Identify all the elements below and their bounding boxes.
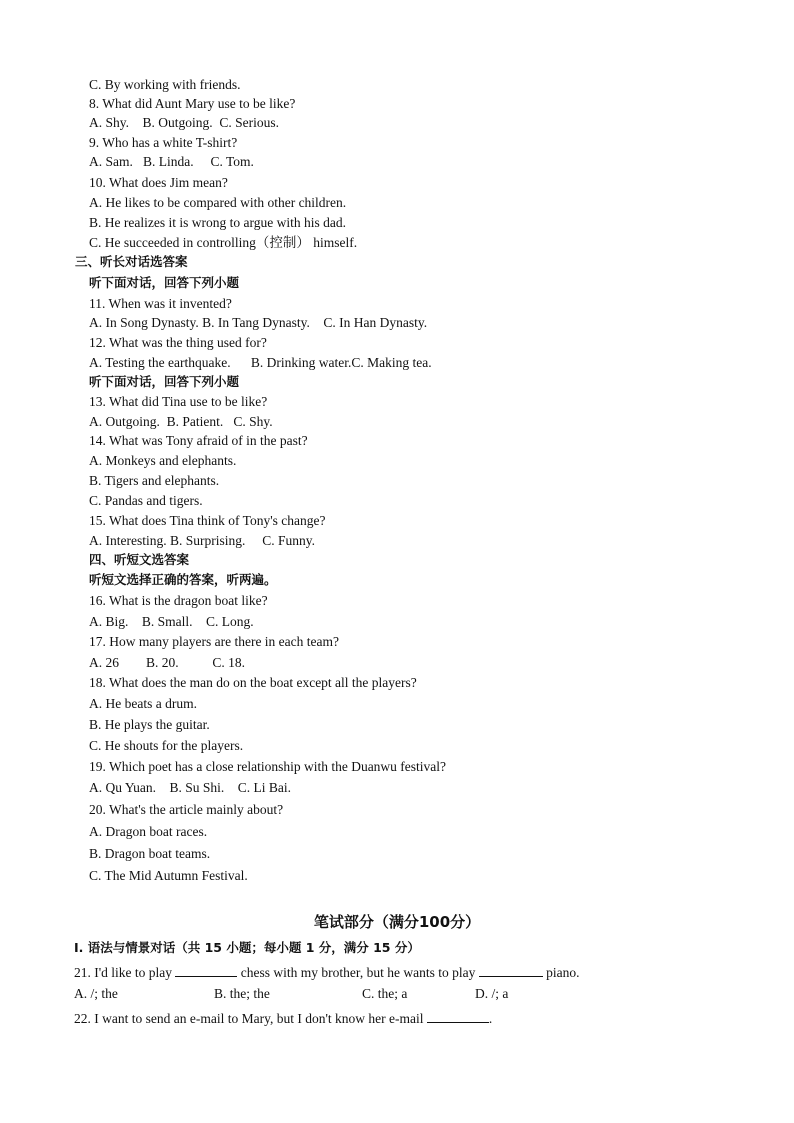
question-21-option-c: C. the; a — [362, 986, 408, 1001]
question-19-options: A. Qu Yuan. B. Su Shi. C. Li Bai. — [89, 780, 292, 795]
question-14-option-b: B. Tigers and elephants. — [89, 473, 220, 488]
question-17: 17. How many players are there in each team? — [89, 634, 340, 649]
section-3-instruction-2: 听下面对话，回答下列小题 — [89, 374, 240, 389]
question-21-text-2: chess with my brother, but he wants to play — [237, 965, 479, 980]
question-14-option-c: C. Pandas and tigers. — [89, 493, 203, 508]
question-15: 15. What does Tina think of Tony's change? — [89, 513, 326, 528]
question-13-options: A. Outgoing. B. Patient. C. Shy. — [89, 414, 273, 429]
question-17-options: A. 26 B. 20. C. 18. — [89, 655, 246, 670]
answer-blank — [427, 1008, 489, 1023]
question-21-text-3: piano. — [542, 965, 580, 980]
question-12: 12. What was the thing used for? — [89, 335, 267, 350]
question-21 — [74, 962, 579, 982]
question-20: 20. What's the article mainly about? — [89, 802, 284, 817]
answer-blank — [175, 962, 237, 977]
question-13: 13. What did Tina use to be like? — [89, 394, 268, 409]
question-20-option-c: C. The Mid Autumn Festival. — [89, 868, 248, 883]
question-8: 8. What did Aunt Mary use to be like? — [89, 96, 296, 111]
question-18-option-a: A. He beats a drum. — [89, 696, 197, 711]
question-18-option-c: C. He shouts for the players. — [89, 738, 244, 753]
section-4-instruction: 听短文选择正确的答案，听两遍。 — [89, 572, 277, 587]
question-10: 10. What does Jim mean? — [89, 175, 228, 190]
question-19: 19. Which poet has a close relationship with the Duanwu festival? — [89, 759, 447, 774]
question-11: 11. When was it invented? — [89, 296, 232, 311]
question-10-option-c: C. He succeeded in controlling（控制） himself. — [89, 235, 358, 250]
question-18: 18. What does the man do on the boat except all the players? — [89, 675, 417, 690]
answer-blank — [479, 962, 543, 977]
written-part-title: 笔试部分（满分100分） — [313, 913, 481, 931]
question-15-options: A. Interesting. B. Surprising. C. Funny. — [89, 533, 315, 548]
question-9-options: A. Sam. B. Linda. C. Tom. — [89, 154, 254, 169]
section-4-heading: 四、听短文选答案 — [89, 552, 190, 567]
question-18-option-b: B. He plays the guitar. — [89, 717, 210, 732]
section-3-heading: 三、听长对话选答案 — [75, 254, 188, 269]
question-21-options — [74, 985, 508, 1003]
question-22-text-2: . — [488, 1011, 493, 1026]
question-16: 16. What is the dragon boat like? — [89, 593, 268, 608]
question-10-option-b: B. He realizes it is wrong to argue with his dad. — [89, 215, 346, 230]
question-22-text-1: 22. I want to send an e-mail to Mary, but I don't know her e-mail — [74, 1011, 427, 1026]
question-21-option-a: A. /; the — [74, 986, 118, 1001]
question-14: 14. What was Tony afraid of in the past? — [89, 433, 308, 448]
question-20-option-a: A. Dragon boat races. — [89, 824, 208, 839]
section-I-heading: I. 语法与情景对话（共 15 小题；每小题 1 分，满分 15 分） — [74, 940, 420, 955]
question-21-option-d: D. /; a — [475, 986, 509, 1001]
question-14-option-a: A. Monkeys and elephants. — [89, 453, 237, 468]
question-16-options: A. Big. B. Small. C. Long. — [89, 614, 254, 629]
question-12-options: A. Testing the earthquake. B. Drinking water.C. Making tea. — [89, 355, 432, 370]
question-10-option-a: A. He likes to be compared with other children. — [89, 195, 347, 210]
question-22 — [74, 1008, 492, 1028]
question-21-option-b: B. the; the — [214, 986, 270, 1001]
section-3-instruction-1: 听下面对话，回答下列小题 — [89, 275, 240, 290]
question-11-options: A. In Song Dynasty. B. In Tang Dynasty. C. In Han Dynasty. — [89, 315, 428, 330]
question-8-options: A. Shy. B. Outgoing. C. Serious. — [89, 115, 280, 130]
question-21-text-1: 21. I'd like to play — [74, 965, 176, 980]
question-9: 9. Who has a white T-shirt? — [89, 135, 238, 150]
question-20-option-b: B. Dragon boat teams. — [89, 846, 211, 861]
q7-option-c: C. By working with friends. — [89, 77, 241, 92]
